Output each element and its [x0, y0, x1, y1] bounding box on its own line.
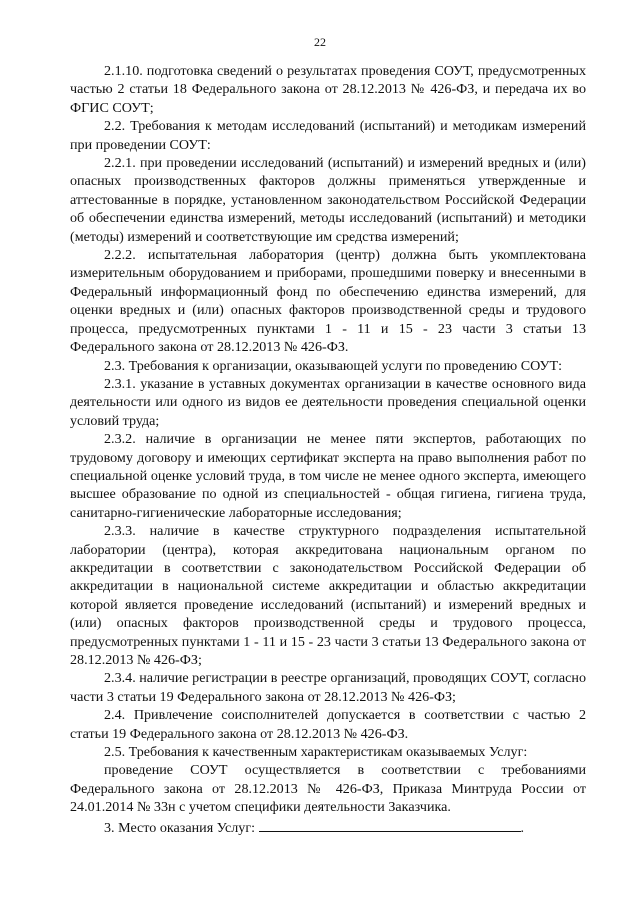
clause-2-2-1: 2.2.1. при проведении исследований (испытаний) и измерений вредных и (или) опасных производственных факторов должны применяться утвержденные и аттестованные в порядке, установленном законодательством Российской Федерации об обеспечении единства измерений, методы исследований (испытаний) и методики (методы) измерений и соответствующие им средства измерений; [70, 155, 586, 245]
clause-2-2: 2.2. Требования к методам исследований (испытаний) и методикам измерений при проведении СОУТ: [70, 118, 586, 153]
clause-2-5-text: проведение СОУТ осуществляется в соответствии с требованиями Федерального закона от 28.12.2013 № 426-ФЗ, Приказа Минтруда России от 24.01.2014 № 33н с учетом специфики деятельности Заказчика. [70, 762, 586, 816]
clause-2-3-1: 2.3.1. указание в уставных документах организации в качестве основного вида деятельности или одного из видов ее деятельности проведения специальной оценки условий труда; [70, 375, 586, 429]
clause-2-3-4: 2.3.4. наличие регистрации в реестре организаций, проводящих СОУТ, согласно части 3 статьи 19 Федерального закона от 28.12.2013 № 426-ФЗ; [70, 670, 586, 705]
document-body [70, 62, 586, 837]
clause-2-4: 2.4. Привлечение соисполнителей допускается в соответствии с частью 2 статьи 19 Федерального закона от 28.12.2013 № 426-ФЗ. [70, 707, 586, 742]
clause-2-3-3: 2.3.3. наличие в качестве структурного подразделения испытательной лаборатории (центра), которая аккредитована национальным органом по аккредитации в соответствии с законодательством Российской Федерации об аккредитации в национальной системе аккредитации и областью аккредитации которой является проведение исследований (испытаний) и измерений вредных и (или) опасных факторов производственной среды и трудового процесса, предусмотренных пунктами 1 - 11 и 15 - 23 части 3 статьи 13 Федерального закона от 28.12.2013 № 426-ФЗ; [70, 523, 586, 668]
place-blank-line [259, 817, 521, 832]
clause-2-1-10: 2.1.10. подготовка сведений о результатах проведения СОУТ, предусмотренных частью 2 статьи 18 Федерального закона от 28.12.2013 № 426-ФЗ, и передача их во ФГИС СОУТ; [70, 63, 586, 116]
clause-2-3: 2.3. Требования к организации, оказывающей услуги по проведению СОУТ: [104, 357, 563, 374]
page-number: 22 [314, 35, 326, 49]
clause-2-3-2: 2.3.2. наличие в организации не менее пяти экспертов, работающих по трудовому договору и имеющих сертификат эксперта на право выполнения работ по специальной оценке условий труда, в том числе не менее одного эксперта, имеющего высшее образование по одной из специальностей - общая гигиена, гигиена труда, санитарно-гигиенические лабораторные исследования; [70, 431, 586, 521]
clause-2-5: 2.5. Требования к качественным характеристикам оказываемых Услуг: [104, 744, 528, 761]
place-end: . [520, 819, 525, 836]
clause-2-2-2: 2.2.2. испытательная лаборатория (центр) должна быть укомплектована измерительным оборудованием и приборами, прошедшими поверку и внесенными в Федеральный информационный фонд по обеспечению единства измерений, для оценки вредных и (или) опасных факторов производственной среды и трудового процесса, предусмотренных пунктами 1 - 11 и 15 - 23 части 3 статьи 13 Федерального закона от 28.12.2013 № 426-ФЗ. [70, 247, 586, 356]
clause-3 [70, 817, 586, 837]
place-label: 3. Место оказания Услуг: [104, 819, 256, 836]
